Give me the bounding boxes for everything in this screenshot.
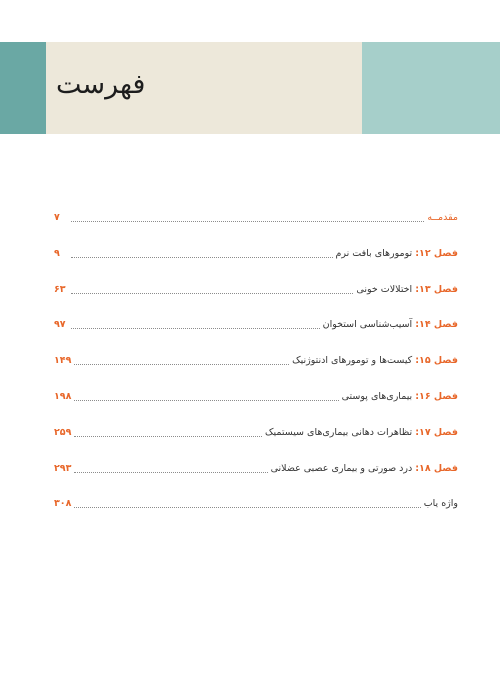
table-of-contents [54, 212, 458, 534]
toc-row-chapter-15[interactable]: فصل ۱۵ : کیست‌ها و تومورهای ادنتوژنیک ۱۴۹ [54, 355, 458, 367]
toc-entry-title: اختلالات خونی [356, 283, 413, 295]
toc-entry-title: آسیب‌شناسی استخوان [322, 319, 413, 331]
toc-page-number: ۲۹۳ [54, 462, 72, 474]
toc-entry-title: درد صورتی و بیماری عصبی عضلانی [270, 462, 413, 474]
toc-row-chapter-18[interactable]: فصل ۱۸ : درد صورتی و بیماری عصبی عضلانی ۲۹۳ [54, 462, 458, 474]
toc-page-number: ۲۵۹ [54, 426, 72, 438]
chapter-label: فصل ۱۶ [419, 390, 458, 402]
toc-row-chapter-14[interactable]: فصل ۱۴ : آسیب‌شناسی استخوان ۹۷ [54, 319, 458, 331]
header-title-panel [46, 42, 362, 134]
dot-leader [74, 355, 289, 365]
toc-page-number: ۳۰۸ [54, 498, 72, 510]
toc-entry-title: تومورهای بافت نرم [335, 247, 413, 259]
dot-leader [71, 248, 333, 258]
page-title: فهرست [56, 69, 146, 100]
dot-leader [74, 463, 267, 473]
chapter-label: فصل ۱۷ [419, 426, 458, 438]
chapter-label: فصل ۱۸ [419, 462, 458, 474]
toc-entry-title: مقدمــه [427, 212, 458, 223]
toc-row-chapter-12[interactable]: فصل ۱۲ : تومورهای بافت نرم ۹ [54, 247, 458, 259]
toc-row-chapter-17[interactable]: فصل ۱۷ : تظاهرات دهانی بیماری‌های سیستمیک ۲۵۹ [54, 426, 458, 438]
toc-page-number: ۱۴۹ [54, 355, 72, 367]
chapter-label: فصل ۱۲ [419, 247, 458, 259]
toc-row-index[interactable] [54, 498, 458, 534]
toc-page-number: ۹ [54, 247, 60, 259]
chapter-label: فصل ۱۳ [419, 283, 458, 295]
toc-row-introduction[interactable] [54, 212, 458, 248]
toc-row-chapter-13[interactable]: فصل ۱۳ : اختلالات خونی ۶۳ [54, 283, 458, 295]
dot-leader [71, 319, 320, 329]
header-accent-left [0, 42, 46, 134]
header-accent-right [362, 42, 500, 134]
toc-page-number: ۶۳ [54, 283, 66, 295]
toc-page-number: ۷ [54, 212, 60, 223]
dot-leader [74, 498, 420, 508]
dot-leader [71, 212, 424, 222]
toc-entry-title: واژه یاب [423, 498, 458, 510]
dot-leader [74, 427, 262, 437]
toc-entry-title: بیماری‌های پوستی [341, 390, 413, 402]
toc-row-chapter-16[interactable]: فصل ۱۶ : بیماری‌های پوستی ۱۹۸ [54, 390, 458, 402]
toc-entry-title: تظاهرات دهانی بیماری‌های سیستمیک [264, 426, 413, 438]
toc-entry-title: کیست‌ها و تومورهای ادنتوژنیک [292, 355, 413, 367]
dot-leader [74, 391, 338, 401]
chapter-label: فصل ۱۵ [419, 355, 458, 367]
toc-page-number: ۱۹۸ [54, 390, 72, 402]
dot-leader [71, 284, 353, 294]
header-band [0, 42, 500, 134]
chapter-label: فصل ۱۴ [419, 319, 458, 331]
toc-page-number: ۹۷ [54, 319, 66, 331]
